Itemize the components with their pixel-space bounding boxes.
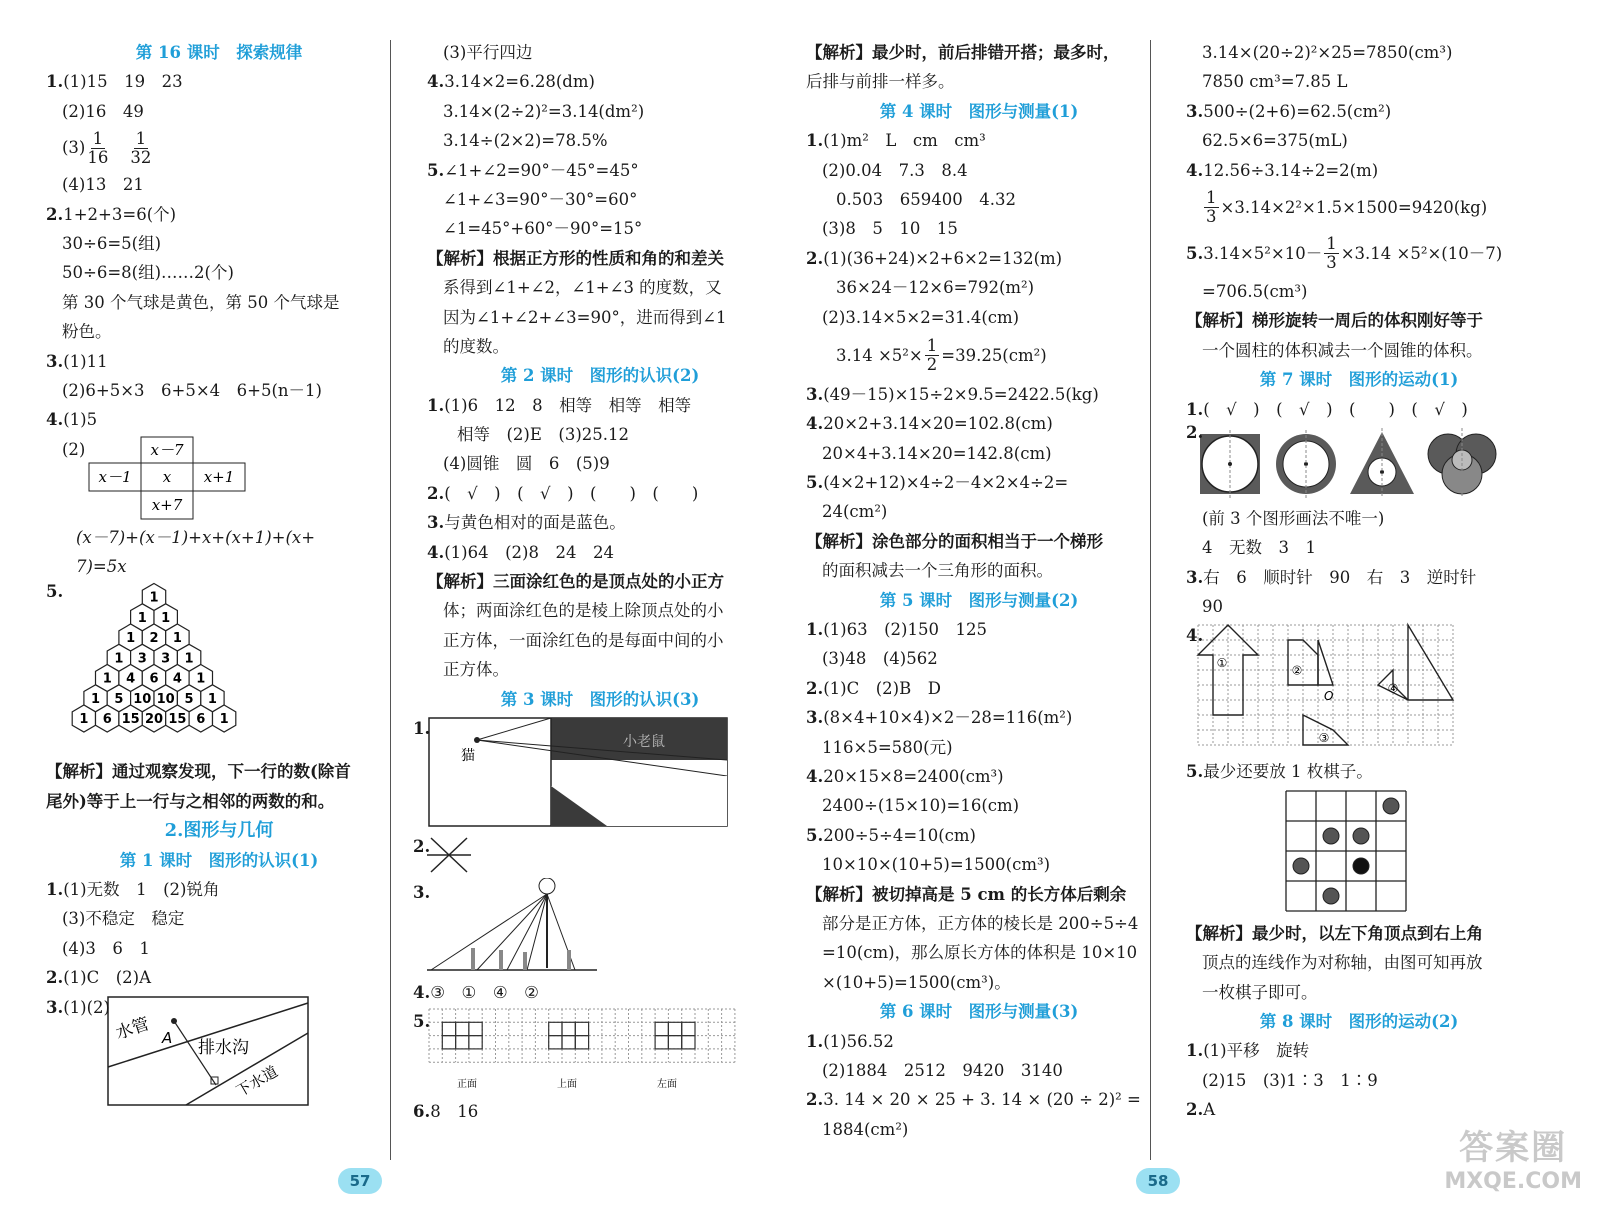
fraction [1204,189,1219,226]
answer-line: 3. 14 × 20 × 25 + 3. 14 × (20 ÷ 2)² = [823,1090,1141,1110]
view-cell [668,1023,681,1036]
answer-line: (2)3.14×5×2=31.4(cm) [822,307,1020,327]
q-num: 2. [46,204,64,224]
answer-line: (1)m² L cm cm³ [823,131,986,151]
hex-number: 1 [196,671,206,687]
q-num: 3. [806,708,824,728]
q-num: 4. [46,410,64,430]
numerator: 1 [1326,234,1337,254]
label-left-view: 左面 [657,1079,677,1091]
view-cell [549,1023,562,1036]
chess-piece [1353,828,1369,844]
explanation: 部分是正方体，正方体的棱长是 200÷5÷4 [822,913,1139,933]
column-2 [413,38,773,1127]
explanation: 【解析】最少时，前后排错开搭；最多时， [806,43,1120,62]
answer-line: 12.56÷3.14÷2=2(m) [1203,160,1379,180]
answer-line: (2)6+5×3 6+5×4 6+5(n－1) [62,380,322,400]
answer-part: 3.14×5²×10－ [1203,244,1323,264]
lamp-shadow-diagram [427,878,773,978]
answer-line: 3.14×(2÷2)²=3.14(dm²) [443,101,645,121]
hex-number: 4 [126,671,136,687]
hex-number: 1 [137,611,147,627]
explanation: 后排与前排一样多。 [806,72,955,92]
cross-center: x [162,467,172,486]
motion-grid [1186,621,1532,757]
lesson-7-heading: 第 7 课时 图形的运动(1) [1259,370,1459,390]
view-cell [549,1036,562,1049]
q-num: 6. [413,1102,431,1122]
q-num: 5. [1186,762,1204,782]
label-sewer: 下水道 [233,1061,281,1101]
q-num: 2. [1186,422,1204,442]
q-num: 3. [413,882,431,902]
answer-line: (1)64 (2)8 24 24 [444,542,614,562]
q-num: 5. [1186,244,1204,264]
answer-line: =706.5(cm³) [1202,281,1308,301]
explanation: 【解析】根据正方形的性质和角的和差关 [427,248,724,268]
hex-number: 3 [137,651,147,667]
lesson-6-heading: 第 6 课时 图形与测量(3) [879,1002,1079,1022]
explanation: 正方体。 [443,660,509,680]
lesson-4-heading: 第 4 课时 图形与测量(1) [879,101,1079,121]
hex-number: 1 [102,671,112,687]
lesson-5-heading: 第 5 课时 图形与测量(2) [879,590,1079,610]
answer-line: (4×2+12)×4÷2－4×2×4÷2= [823,473,1069,493]
hexagon-triangle [46,581,392,757]
hex-number: 20 [144,712,164,728]
explanation: 顶点的连线作为对称轴，由图可知再放 [1202,953,1483,973]
answer-line: 3.14×(20÷2)²×25=7850(cm³) [1202,43,1453,62]
numerator: 1 [926,336,938,356]
hex-number: 1 [219,712,229,728]
answer-line: (1)15 19 23 [63,72,183,92]
cat-mouse-diagram [427,714,773,832]
answer-line: A [1203,1100,1216,1120]
q-num: 2. [806,248,824,268]
answer-line: (3)48 (4)562 [822,649,938,669]
answer-line: (1)56.52 [823,1031,894,1051]
q-num: 4. [1186,160,1204,180]
answer-line: 500÷(2+6)=62.5(cm²) [1203,101,1392,121]
answer-line: (2)16 49 [62,101,144,121]
view-cell [682,1023,695,1036]
explanation: 因为∠1+∠2+∠3=90°，进而得到∠1 [443,307,727,327]
explanation: 【解析】涂色部分的面积相当于一个梯形 [806,531,1103,551]
cross-grid [46,435,392,523]
q-num: 5. [806,825,824,845]
fraction [1324,235,1339,272]
q-num: 4. [427,542,445,562]
answer-part: (2) [62,439,86,459]
answer-line: 1884(cm²) [822,1119,909,1139]
answer-line: (1)11 [63,351,108,371]
view-cell [562,1036,575,1049]
numerator: 1 [1206,188,1217,208]
view-cell [682,1036,695,1049]
view-cell [442,1036,455,1049]
hex-number: 1 [172,631,182,647]
denominator: 32 [130,147,152,167]
explanation: 【解析】最少时，以左下角顶点到右上角 [1186,923,1483,943]
answer-line: (1)6 12 8 相等 相等 相等 [444,395,692,415]
answer-line: 2400÷(15×10)=16(cm) [822,796,1020,816]
view-cell [562,1023,575,1036]
answer-line: ( √ ) ( √ ) ( ) ( √ ) [1203,399,1468,419]
answer-line: (4)圆锥 圆 6 (5)9 [443,454,610,474]
symmetry-shapes [1186,424,1532,504]
watermark-url: MXQE.COM [1444,1169,1582,1194]
label-mouse: 小老鼠 [623,733,665,750]
explanation: 【解析】通过观察发现，下一行的数(除首 [46,762,351,782]
answer-line: (1)(36+24)×2+6×2=132(m) [823,248,1063,268]
answer-line: (1)平移 旋转 [1203,1041,1310,1061]
star-lines [427,832,773,878]
denominator: 3 [1326,253,1337,273]
hex-number: 2 [149,631,159,647]
hex-number: 3 [161,651,171,667]
cross-right: x+1 [203,467,235,486]
q-num: 3. [427,513,445,533]
q-num: 4. [806,766,824,786]
view-cell [469,1036,482,1049]
explanation: 【解析】梯形旋转一周后的体积刚好等于 [1186,311,1483,331]
cross-figure [46,435,392,523]
q-num: 2. [806,678,824,698]
answer-line: (3)8 5 10 15 [822,219,958,239]
answer-line: 20×15×8=2400(cm³) [823,766,1004,786]
section-title: 2.图形与几何 [164,820,274,842]
q-num: 1. [413,718,431,738]
q-num: 2. [46,968,64,988]
answer-line: 20×4+3.14×20=142.8(cm) [822,443,1052,463]
answer-line: ( √ ) ( √ ) ( ) ( ) [444,483,699,503]
page-number-right: 58 [1136,1168,1180,1194]
cross-bottom: x+7 [151,495,183,514]
chess-piece [1293,858,1309,874]
symmetry-figure [1186,424,1532,504]
cat-mouse-figure [413,714,773,832]
view-cell [575,1036,588,1049]
label-point-a: A [162,1028,173,1047]
answer-line: 116×5=580(元) [822,737,953,757]
answer-line: (3)平行四边 [443,43,533,62]
answer-line: (1)C (2)B D [823,678,941,698]
answer-line-fraction [1186,185,1532,231]
answer-line: 20×2+3.14×20=102.8(cm) [823,414,1053,434]
column-1 [46,38,392,1109]
answer-line-fraction [806,332,1152,380]
answer-line: 10×10×(10+5)=1500(cm³) [822,855,1051,875]
answer-line: 90 [1202,597,1223,617]
answer-line: 3.14÷(2×2)=78.5% [443,131,608,151]
motion-label: ① [1216,656,1228,671]
motion-label: ④ [1387,681,1399,696]
answer-line: (4)13 21 [62,175,144,195]
view-cell [469,1023,482,1036]
answer-line: (2)15 (3)1∶3 1∶9 [1202,1070,1378,1090]
answer-line: 4 无数 3 1 [1202,538,1316,558]
answer-line: (3)不稳定 稳定 [62,909,185,929]
q-num: 2. [413,836,431,856]
motion-shape [1318,640,1333,685]
hex-number: 6 [102,712,112,728]
explanation: =10(cm)，那么原长方体的体积是 10×10 [822,943,1138,963]
watermark-title: 答案圈 [1459,1128,1568,1168]
lamp-figure [413,878,773,978]
column-3 [806,38,1152,1144]
page-number-left: 57 [338,1168,382,1194]
answer-line: ∠1+∠2=90°－45°=45° [444,160,639,180]
answer-line: 24(cm²) [822,502,888,522]
q-num: 2. [427,483,445,503]
answer-line: (1)5 [63,410,98,430]
answer-part: (3) [62,138,86,158]
chess-piece [1353,858,1369,874]
answer-line: (1)C (2)A [63,968,152,988]
q-num: 5. [427,160,445,180]
watermark [1444,1120,1582,1194]
answer-line: ∠1+∠3=90°－30°=60° [443,189,638,209]
fraction [87,130,108,167]
pipe-figure [46,993,392,1109]
column-4 [1186,38,1532,1125]
view-cell [442,1023,455,1036]
answer-part: ×3.14×2²×1.5×1500=9420(kg) [1220,198,1488,218]
hex-number: 1 [126,631,136,647]
answer-line: 右 6 顺时针 90 右 3 逆时针 [1203,567,1477,587]
answer-line: 30÷6=5(组) [62,233,162,253]
hex-number: 1 [114,651,124,667]
explanation: 【解析】被切掉高是 5 cm 的长方体后剩余 [806,884,1127,904]
fraction [130,130,151,167]
explanation: 系得到∠1+∠2，∠1+∠3 的度数，又 [443,278,722,298]
q-num: 4. [806,414,824,434]
q-num: 2. [1186,1100,1204,1120]
lesson-1-heading: 第 1 课时 图形的认识(1) [119,850,319,870]
fraction [925,337,940,374]
denominator: 16 [87,147,109,167]
q-num: 4. [1186,626,1204,646]
answer-line: 最少还要放 1 枚棋子。 [1203,762,1373,782]
hex-number: 1 [149,590,159,606]
answer-line: (1)无数 1 (2)锐角 [63,880,220,900]
answer-line: 0.503 659400 4.32 [836,189,1016,209]
lesson-3-heading: 第 3 课时 图形的认识(3) [500,689,700,709]
answer-line: 7)=5x [76,557,127,577]
answer-line: 36×24－12×6=792(m²) [836,278,1035,298]
label-cat: 猫 [461,747,475,764]
hex-number: 1 [91,692,101,708]
q-num: 4. [427,72,445,92]
explanation: 的度数。 [443,336,509,356]
answer-line: ③ ① ④ ② [430,982,539,1002]
q-num: 5. [413,1012,431,1032]
q-num: 3. [806,384,824,404]
q-num: 1. [806,131,824,151]
motion-label: ② [1291,663,1303,678]
view-cell [456,1023,469,1036]
label-drain: 排水沟 [198,1037,249,1058]
view-cell [655,1036,668,1049]
chess-grid-figure [1186,787,1532,919]
label-top-view: 上面 [557,1079,577,1091]
answer-part: ×3.14 ×5²×(10－7) [1340,244,1503,264]
explanation: 【解析】三面涂红色的是顶点处的小正方 [427,572,724,592]
hex-number: 5 [184,692,194,708]
answer-line: 粉色。 [62,322,112,342]
answer-line: (4)3 6 1 [62,938,150,958]
q-num: 3. [46,351,64,371]
chess-piece [1323,828,1339,844]
q-num: 1. [46,880,64,900]
answer-line: 第 30 个气球是黄色，第 50 个气球是 [62,292,340,312]
answer-line: 62.5×6=375(mL) [1202,131,1348,151]
three-views-grid [427,1007,773,1097]
view-cell [456,1036,469,1049]
label-water-pipe: 水管 [113,1013,152,1044]
hex-number: 10 [133,692,152,708]
lesson-16-heading: 第 16 课时 探索规律 [135,43,303,62]
explanation: 的面积减去一个三角形的面积。 [822,561,1053,581]
answer-line: (1)63 (2)150 125 [823,620,987,640]
q-num: 1. [1186,1041,1204,1061]
chess-piece [1383,798,1399,814]
explanation: 正方体，一面涂红色的是每面中间的小 [443,630,724,650]
chess-piece [1323,888,1339,904]
q-num: 1. [806,1031,824,1051]
label-front-view: 正面 [457,1079,477,1091]
hex-number: 5 [114,692,124,708]
explanation: ×(10+5)=1500(cm³)。 [822,972,1011,992]
q-num: 1. [1186,399,1204,419]
answer-line: 相等 (2)E (3)25.12 [457,425,630,445]
answer-line: (8×4+10×4)×2－28=116(m²) [823,708,1073,728]
star-figure [413,832,773,878]
explanation: 一枚棋子即可。 [1202,982,1318,1002]
explanation: 体；两面涂红色的是棱上除顶点处的小 [443,601,724,621]
motion-grid-figure [1186,621,1532,757]
answer-line: (2)0.04 7.3 8.4 [822,160,968,180]
lesson-2-heading: 第 2 课时 图形的认识(2) [500,366,700,386]
answer-line: (2)1884 2512 9420 3140 [822,1060,1063,1080]
answer-part: =39.25(cm²) [941,346,1047,366]
q-num: 3. [1186,101,1204,121]
hex-number: 6 [196,712,206,728]
motion-origin: O [1324,689,1334,704]
denominator: 3 [1206,207,1217,227]
motion-label: ③ [1318,731,1330,746]
q-num: 3. [46,997,64,1017]
hex-number: 6 [149,671,159,687]
answer-line: 1+2+3=6(个) [63,204,177,224]
view-cell [575,1023,588,1036]
answer-line: 50÷6=8(组)……2(个) [62,263,234,283]
explanation: 一个圆柱的体积减去一个圆锥的体积。 [1202,340,1483,360]
hex-number: 15 [121,712,140,728]
answer-line: 7850 cm³=7.85 L [1202,72,1348,92]
answer-line: (49－15)×15÷2×9.5=2422.5(kg) [823,384,1099,404]
hex-number: 1 [184,651,194,667]
q-num: 4. [413,982,431,1002]
answer-part: 3.14 ×5²× [836,346,923,366]
hex-number: 4 [172,671,182,687]
q-num: 1. [427,395,445,415]
q-num: 1. [806,620,824,640]
answer-line: 3.14×2=6.28(dm) [444,72,595,92]
hex-number: 1 [161,611,171,627]
q-num: 5. [46,582,64,602]
q-num: 3. [1186,567,1204,587]
answer-line: 8 16 [430,1102,479,1122]
answer-line: ∠1=45°+60°－90°=15° [443,219,643,239]
view-cell [668,1036,681,1049]
lesson-8-heading: 第 8 课时 图形的运动(2) [1259,1012,1459,1032]
explanation: 尾外)等于上一行与之相邻的两数的和。 [46,791,335,811]
q-num: 2. [806,1090,824,1110]
hex-number: 10 [156,692,175,708]
view-cell [655,1023,668,1036]
chess-grid [1186,787,1532,919]
answer-line: (前 3 个图形画法不唯一) [1202,508,1385,528]
pascal-figure [46,581,392,757]
answer-line: 与黄色相对的面是蓝色。 [444,513,626,533]
numerator: 1 [135,128,147,148]
answer-part: (1)(2) [63,997,110,1017]
cross-top: x－7 [150,440,184,459]
q-num: 5. [806,473,824,493]
answer-line-fraction [46,126,392,170]
hex-number: 1 [207,692,217,708]
answer-line: (x－7)+(x－1)+x+(x+1)+(x+ [76,527,316,547]
denominator: 2 [926,355,938,375]
motion-shape [1408,625,1453,700]
answer-line: 200÷5÷4=10(cm) [823,825,976,845]
hex-number: 1 [79,712,89,728]
views-figure [413,1007,773,1097]
numerator: 1 [92,128,104,148]
q-num: 1. [46,72,64,92]
cross-left: x－1 [98,467,132,486]
answer-line-fraction [1186,231,1532,277]
hex-number: 15 [168,712,187,728]
